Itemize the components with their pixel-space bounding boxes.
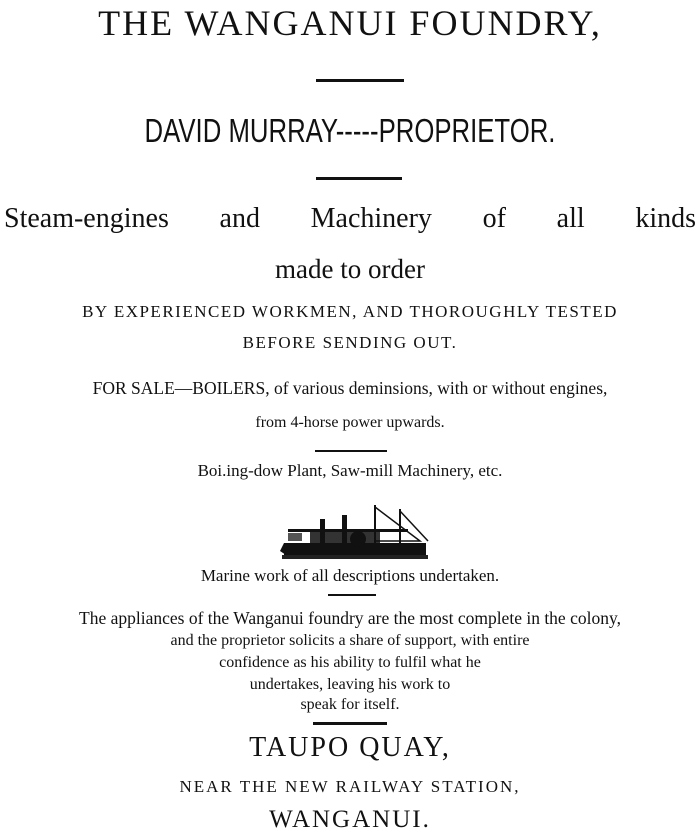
for-sale-line-1: FOR SALE—BOILERS, of various deminsions, with or without engines, [92,378,608,398]
appliances-line-5: speak for itself. [300,696,400,713]
appliances-line-4: undertakes, leaving his work to [249,676,451,693]
headline-machinery: Steam-engines and Machinery of all kinds [4,203,696,234]
workmen-line-2: BEFORE SENDING OUT. [242,333,458,352]
for-sale-line-2: from 4-horse power upwards. [255,414,445,431]
divider-rule [315,450,387,452]
appliances-line-2: and the proprietor solicits a share of support, with entire [170,632,530,649]
divider-rule [313,722,387,725]
divider-rule [316,79,404,82]
steamship-illustration [280,505,430,565]
headline-made-to-order: made to order [275,254,425,284]
proprietor-line: DAVID MURRAY-----PROPRIETOR. [144,112,556,149]
appliances-line-1: The appliances of the Wanganui foundry are the most complete in the colony, [79,608,621,628]
address-street: TAUPO QUAY, [249,732,451,763]
appliances-line-3: confidence as his ability to fulfil what he [219,654,481,671]
address-town: WANGANUI. [269,806,431,833]
workmen-line-1: BY EXPERIENCED WORKMEN, AND THOROUGHLY TESTED [82,302,618,321]
advert-title: THE WANGANUI FOUNDRY, [98,3,602,43]
boiling-down-line: Boi.ing-dow Plant, Saw-mill Machinery, etc. [197,461,503,480]
address-near: NEAR THE NEW RAILWAY STATION, [179,777,521,796]
marine-work-line: Marine work of all descriptions undertaken. [200,566,500,585]
divider-rule [328,594,376,596]
divider-rule [316,177,402,180]
